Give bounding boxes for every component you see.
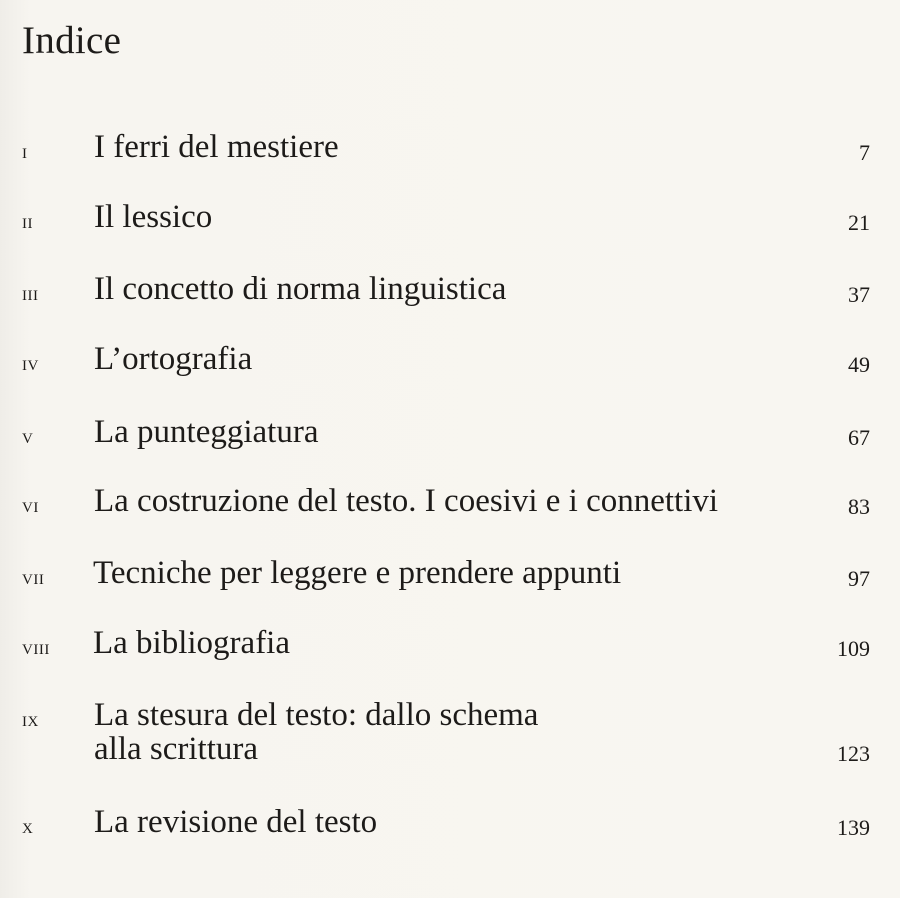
- page-number: 37: [848, 282, 870, 307]
- chapter-title: L’ortografia: [94, 341, 253, 377]
- chapter-title: [94, 698, 538, 766]
- page-number: 109: [837, 636, 870, 661]
- chapter-number: iv: [22, 351, 39, 375]
- chapter-title: Tecniche per leggere e prendere appunti: [93, 555, 622, 591]
- chapter-number: viii: [22, 635, 50, 659]
- page-number: 49: [848, 352, 870, 377]
- chapter-number: ix: [22, 707, 39, 731]
- page-number: 97: [848, 566, 870, 591]
- chapter-number: iii: [22, 281, 39, 305]
- chapter-number: ii: [22, 209, 33, 233]
- page-title: Indice: [22, 19, 122, 62]
- chapter-number: vi: [22, 493, 39, 517]
- page-number: 21: [848, 210, 870, 235]
- chapter-title: Il concetto di norma linguistica: [94, 271, 507, 307]
- chapter-number: v: [22, 424, 34, 448]
- page-number: 67: [848, 425, 870, 450]
- chapter-title: La revisione del testo: [94, 804, 378, 840]
- chapter-title: Il lessico: [94, 199, 213, 235]
- chapter-title: La costruzione del testo. I coesivi e i connettivi: [94, 483, 719, 519]
- chapter-number: x: [22, 814, 34, 838]
- chapter-number: i: [22, 139, 28, 163]
- page-number: 7: [859, 140, 870, 165]
- page-number: 123: [837, 741, 870, 766]
- chapter-title: I ferri del mestiere: [94, 129, 339, 165]
- chapter-title: La punteggiatura: [94, 414, 319, 450]
- chapter-number: vii: [22, 565, 45, 589]
- chapter-title: La bibliografia: [93, 625, 291, 661]
- chapter-title-line-2: alla scrittura: [94, 731, 259, 767]
- page-number: 139: [837, 815, 870, 840]
- page-number: 83: [848, 494, 870, 519]
- chapter-title-line-1: La stesura del testo: dallo schema: [94, 697, 539, 733]
